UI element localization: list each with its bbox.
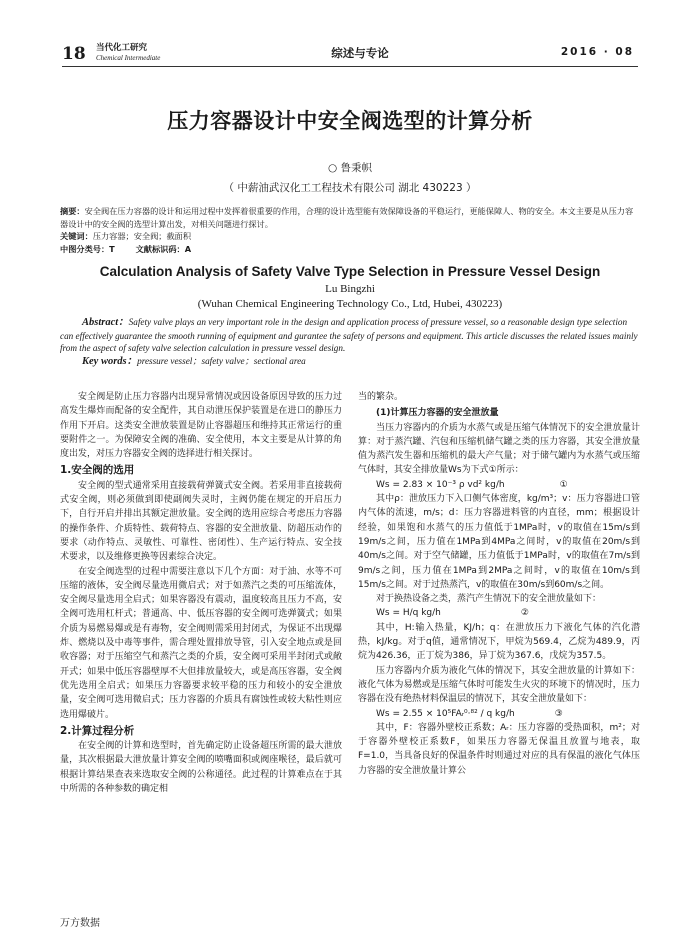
doc-value: A (184, 243, 192, 254)
english-abstract-label: Abstract： (82, 317, 129, 328)
section-heading: 2.计算过程分析 (60, 724, 135, 737)
paragraph: 在安全阀的计算和选型时，首先确定防止设备超压所需的最大泄放量，其次根据最大泄放量计算安全阀的喷嘴面积或阀座喉径，最后就可根据计算结果查表来选取安全阀的公称通径。此过程的计算难点在于其中所需的各种参数的确定相 (60, 741, 342, 795)
equation-number: ① (559, 479, 568, 490)
paragraph: 在安全阀选型的过程中需要注意以下几个方面：对于油、水等不可压缩的液体，安全阀尽量选用微启式；对于如蒸汽之类的可压缩流体，安全阀尽量选用全启式；如果容器没有震动，温度较高且压力不高，安全阀可选用杠杆式；普通高、中、低压容器的安全阀可选弹簧式；如果介质为易燃易爆或是有毒物，安全阀则需采用封闭式，为保证不出现爆炸、燃烧以及中毒等事件，需合理处置排放导管，引入安全地点或是回收容器；对于压缩空气和蒸汽之类的介质，安全阀可采用半封闭式或敞开式；如果中低压容器壁厚不大但排放量较大，或是高压容器，安全阀优先选用全启式；如果压力容器要求较平稳的压力和较小的安全泄放量，安全阀可选用微启式；压力容器的介质具有腐蚀性或较大粘性则应选用爆破片。 (60, 566, 342, 720)
paragraph: 其中，F：容器外壁校正系数；Aᵣ：压力容器的受热面积，m²；对于容器外壁校正系数F，如果压力容器无保温且放置与地表，取F=1.0，当具备良好的保温条件时则通过对应的具有保温的液化气体压力容器的安全泄放量计算公 (358, 722, 640, 776)
paper-title: 压力容器设计中安全阀选型的计算分析 (167, 109, 533, 133)
journal-name-cn: 当代化工研究 (96, 43, 148, 53)
body-left-column (60, 390, 342, 796)
affiliation: （ 中薪油武汉化工工程技术有限公司 湖北 430223 ） (223, 182, 477, 194)
paragraph: 安全阀的型式通常采用直接载荷弹簧式安全阀。若采用非直接载荷式安全阀，则必须做到即使副阀失灵时，主阀仍能在规定的开启压力下，自行开启并排出其额定泄放量。安全阀的选用应综合考虑压力容器的操作条件、介质特性、载荷特点、容器的安全泄放量、防超压动作的要求（动作特点、灵敏性、可靠性、密闭性）、生产运行特点、安全技术要求，以及维修更换等因素综合决定。 (60, 480, 342, 563)
journal-name-en: Chemical Intermediate (96, 54, 161, 62)
clc-value: T (109, 243, 115, 254)
paragraph: 对于换热设备之类，蒸汽产生情况下的安全泄放量如下： (376, 594, 602, 605)
keywords-label: 关键词： (60, 231, 93, 241)
equation-text: Ws = H/q kg/h (376, 608, 441, 619)
equation-number: ③ (554, 708, 563, 719)
english-keywords-label: Key words： (82, 355, 138, 367)
classification (60, 243, 640, 256)
equation-1 (358, 478, 640, 492)
equation-text: Ws = 2.83 × 10⁻³ ρ vd² kg/h (376, 479, 505, 490)
section-title: 综述与专论 (331, 46, 389, 60)
paragraph: 当的繁杂。 (358, 392, 404, 402)
doc-label: 文献标识码： (135, 243, 185, 254)
paragraph: 安全阀是防止压力容器内出现异常情况或因设备原因导致的压力过高发生爆炸而配备的安全配件，其自动泄压保护装置是在进口的静压力作用下开启。这类安全泄放装置是防止容器超压和维持其正常运行的重要附件之一。为保障安全阀的准确、安全使用，本文主要是从计算的角度出发，对压力容器安全阀的选择进行相关探讨。 (60, 392, 342, 460)
paragraph: 压力容器内介质为液化气体的情况下，其安全泄放量的计算如下：液化气体为易燃或是压缩气体时可能发生火灾的环境下的情况时，压力容器在没有绝热材料保温层的情况下，其安全泄放量如下： (358, 665, 640, 705)
footer-source: 万方数据 (60, 918, 100, 929)
abstract-cn (60, 205, 640, 255)
abstract-cn-body (60, 205, 640, 230)
paragraph: 当压力容器内的介质为水蒸气或是压缩气体情况下的安全泄放量计算：对于蒸汽罐、汽包和压缩机储气罐之类的压力容器，其安全泄放量值为蒸汽发生器和压缩机的最大产气量；对于储气罐内为水蒸气或压缩气体时，其安全排放量Ws为下式①所示： (358, 422, 640, 476)
issue-number: 2016 · 08 (560, 46, 634, 58)
keywords-cn (60, 230, 640, 243)
header-divider (62, 66, 638, 67)
english-affiliation: (Wuhan Chemical Engineering Technology Co., Ltd, Hubei, 430223) (197, 298, 503, 310)
english-keywords (60, 355, 640, 369)
body-right-column (358, 390, 640, 778)
paragraph: 其中，H:输入热量，KJ/h；q：在泄放压力下液化气体的汽化潜热，kJ/kg。对于q值，通常情况下，甲烷为569.4，乙烷为489.9，丙烷为426.36，正丁烷为386，异丁烷为367.6，戊烷为357.5。 (358, 622, 640, 662)
english-keywords-text: pressure vessel；safety valve；sectional area (137, 355, 306, 366)
journal-name (96, 43, 160, 63)
section-heading: 1.安全阀的选用 (60, 464, 135, 477)
equation-number: ② (520, 608, 529, 619)
english-abstract (60, 316, 640, 368)
equation-text: Ws = 2.55 × 10⁵FAᵣ⁰·⁸² / q kg/h (376, 708, 515, 719)
english-title: Calculation Analysis of Safety Valve Type Selection in Pressure Vessel Design (99, 264, 601, 279)
author: ○ 鲁秉帜 (328, 162, 372, 174)
english-author: Lu Bingzhi (325, 283, 375, 295)
abstract-text: 安全阀在压力容器的设计和运用过程中发挥着很重要的作用，合理的设计选型能有效保障设备的平稳运行，更能保障人、物的安全。本文主要是从压力容器设计中的安全阀的选型计算出发，对相关问题进行探讨。 (60, 206, 634, 229)
equation-2 (358, 606, 640, 620)
paragraph: 其中ρ：泄放压力下入口侧气体密度，kg/m³；v：压力容器进口管内气体的流速，m/s；d：压力容器进料管的内直径，mm；根据设计经验，如果饱和水蒸气的压力值低于1MPa时，v的取值在15m/s到19m/s之间，压力值在1MPa到4MPa之间时，v的取值在20m/s到40m/s之间。对于空气储罐，压力值低于1MPa时，v的取值在7m/s到9m/s之间，压力值在1MPa到2MPa之间时，v的取值在10m/s到15m/s之间。对于过热蒸汽，v的取值在30m/s到60m/s之间。 (358, 494, 640, 590)
english-abstract-text: Safety valve plays an very important role in the design and application process of pressure vessel, so a reasonable design type selection can effectively guarantee the smooth running of equipment and gurantee the safety of persons and equipment. This article discusses the related issues mainly from the aspect of safety valve selection calculation in pressure vessel design. (60, 317, 638, 353)
subsection-heading: (1)计算压力容器的安全泄放量 (376, 408, 499, 419)
keywords-text: 压力容器；安全阀；截面积 (92, 231, 192, 241)
page-number: 18 (62, 44, 86, 64)
equation-3 (358, 707, 640, 721)
abstract-label: 摘要： (60, 206, 85, 216)
clc-label: 中图分类号： (60, 243, 110, 254)
english-abstract-body (60, 316, 640, 355)
